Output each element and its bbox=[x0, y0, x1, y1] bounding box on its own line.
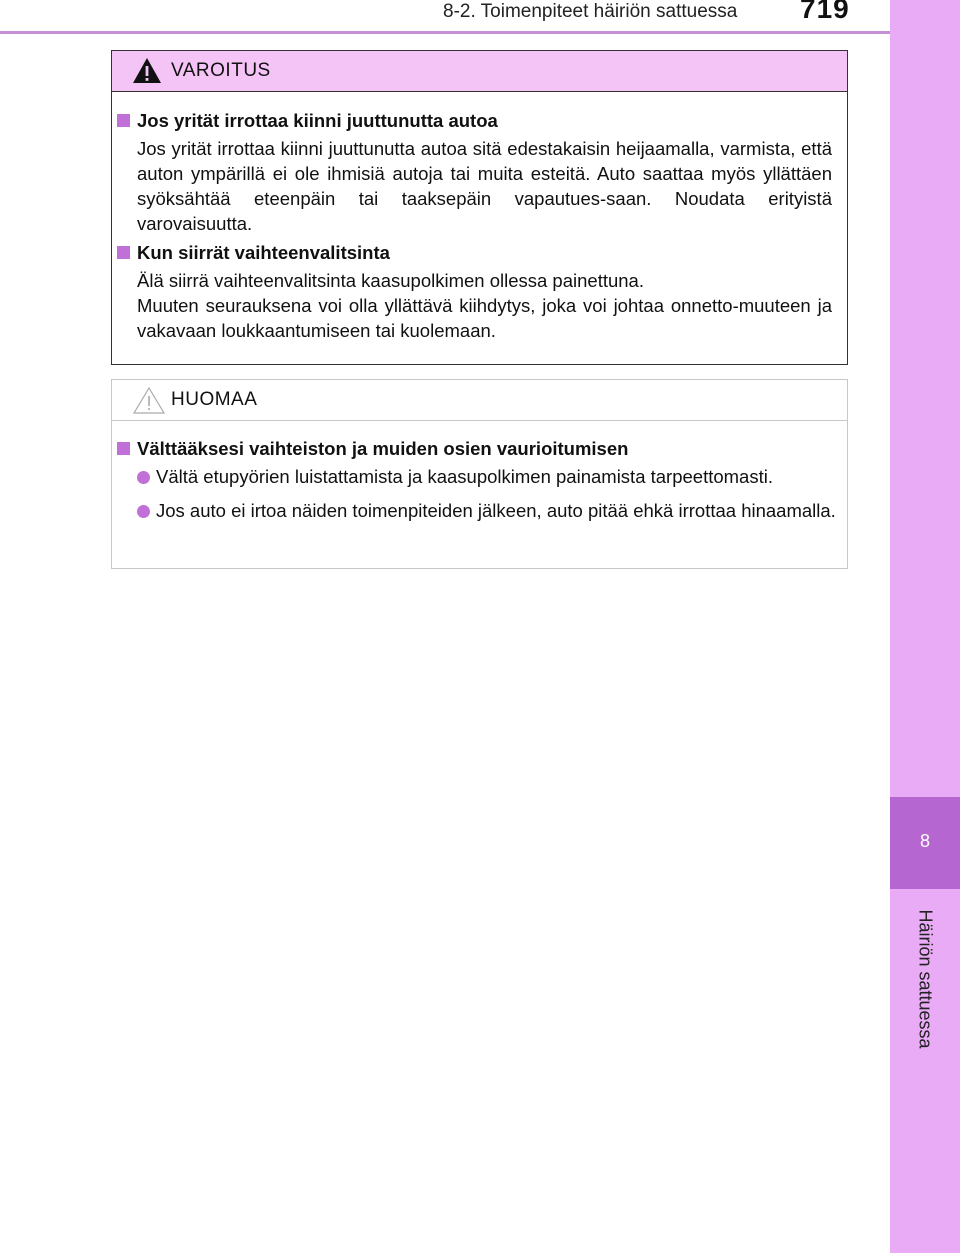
header-rule bbox=[0, 31, 890, 34]
list-item: Vältä etupyörien luistattamista ja kaasupolkimen painamista tarpeettomasti. bbox=[112, 464, 847, 489]
round-bullet-icon bbox=[137, 471, 150, 484]
caution-triangle-outline-icon bbox=[132, 386, 166, 415]
square-bullet-icon bbox=[117, 442, 130, 455]
warning-box bbox=[111, 50, 848, 365]
page-number: 719 bbox=[800, 0, 850, 24]
notice-section bbox=[112, 437, 847, 523]
section-body bbox=[112, 136, 847, 236]
list-item: Jos auto ei irtoa näiden toimenpiteiden jälkeen, auto pitää ehkä irrottaa hinaamalla. bbox=[112, 498, 847, 523]
header-title: 8-2. Toimenpiteet häiriön sattuessa bbox=[443, 1, 738, 22]
paragraph: Muuten seurauksena voi olla yllättävä kiihdytys, joka voi johtaa onnetto-muuteen ja vakavaan loukkaantumiseen tai kuolemaan. bbox=[137, 295, 832, 341]
section-title: Jos yrität irrottaa kiinni juuttunutta autoa bbox=[112, 109, 847, 133]
square-bullet-icon bbox=[117, 114, 130, 127]
notice-header bbox=[112, 380, 847, 421]
section-title: Välttääksesi vaihteiston ja muiden osien vaurioitumisen bbox=[112, 437, 847, 461]
paragraph: Jos yrität irrottaa kiinni juuttunutta autoa sitä edestakaisin heijaamalla, varmista, että auton ympärillä ei ole ihmisiä autoja tai muita esteitä. Auto saattaa myös yllättäen syöksähtää eteenpäin tai taaksepäin vapautues-saan. Noudata erityistä varovaisuutta. bbox=[137, 138, 832, 234]
chapter-number: 8 bbox=[919, 831, 930, 851]
square-bullet-icon bbox=[117, 246, 130, 259]
chapter-label: Häiriön sattuessa bbox=[915, 909, 936, 1049]
chapter-number-block bbox=[890, 797, 960, 889]
warning-label: VAROITUS bbox=[171, 60, 271, 81]
paragraph: Älä siirrä vaihteenvalitsinta kaasupolkimen ollessa painettuna. bbox=[137, 270, 644, 291]
warning-section-2 bbox=[112, 241, 847, 343]
warning-triangle-icon bbox=[132, 57, 162, 84]
chapter-side-tab bbox=[890, 0, 960, 1253]
notice-label: HUOMAA bbox=[171, 389, 258, 410]
round-bullet-icon bbox=[137, 505, 150, 518]
section-title: Kun siirrät vaihteenvalitsinta bbox=[112, 241, 847, 265]
section-body bbox=[112, 268, 847, 343]
notice-box bbox=[111, 379, 848, 569]
warning-section-1 bbox=[112, 109, 847, 236]
warning-header bbox=[112, 51, 847, 92]
